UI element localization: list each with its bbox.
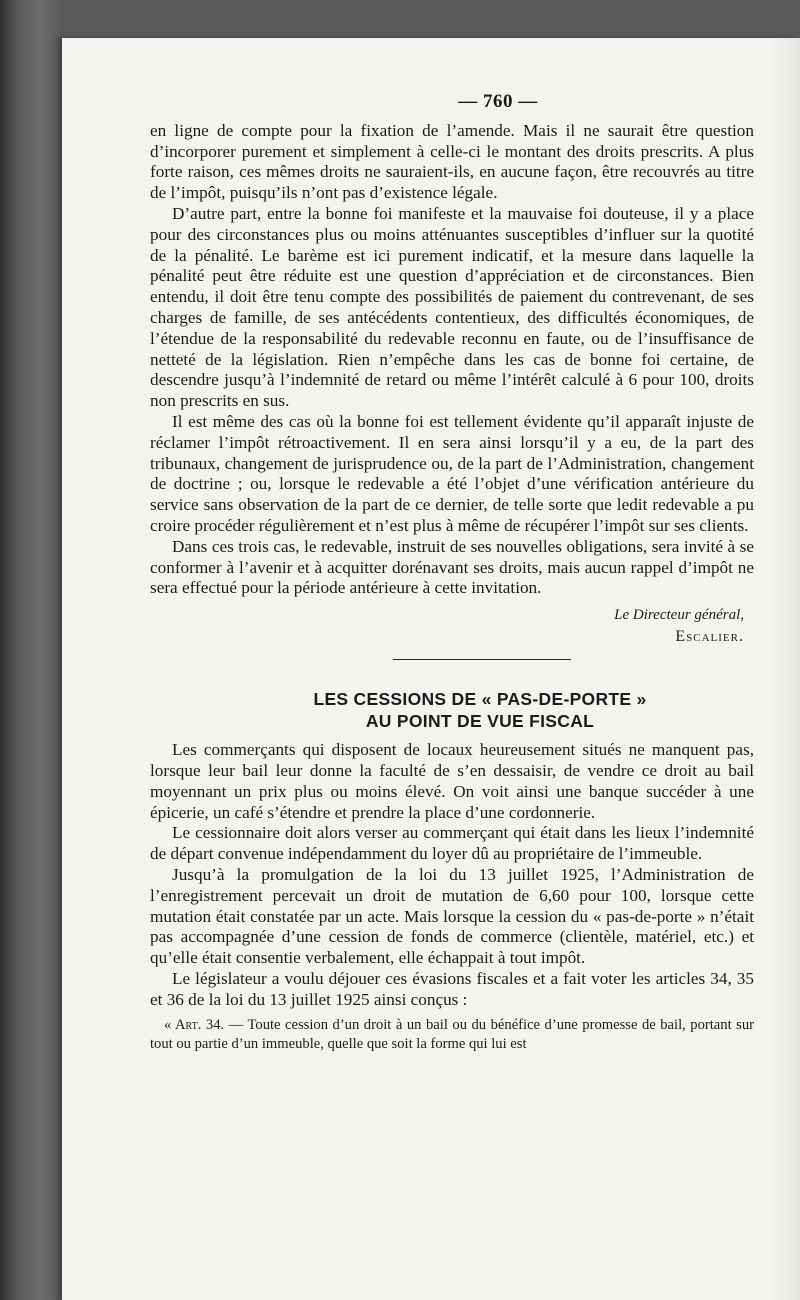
paragraph: Jusqu’à la promulgation de la loi du 13 juillet 1925, l’Administration de l’enregistrement percevait un droit de mutation de 6,60 pour 100, lorsque cette mutation était constatée par un acte. Mais lorsque la cession du « pas-de-porte » n’était pas accompagnée d’une cession de fonds de commerce (clientèle, matériel, etc.) et qu’elle était consentie verbalement, elle échappait à tout impôt. — [150, 864, 754, 968]
section-divider — [393, 659, 571, 660]
paragraph: Le législateur a voulu déjouer ces évasions fiscales et a fait voter les articles 34, 35 et 36 de la loi du 13 juillet 1925 ainsi conçus : — [150, 968, 754, 1009]
paragraph: Dans ces trois cas, le redevable, instruit de ses nouvelles obligations, sera invité à se conformer à l’avenir et à acquitter dorénavant ses droits, mais aucun rappel d’impôt ne sera effectué pour la période antérieure à cette invitation. — [150, 536, 754, 598]
document-page — [62, 38, 800, 1300]
paragraph: en ligne de compte pour la fixation de l’amende. Mais il ne saurait être question d’incorporer purement et simplement à celle-ci le montant des droits prescrits. A plus forte raison, ces mêmes droits ne sauraient-ils, en aucune façon, être recouvrés au titre de l’impôt, puisqu’ils n’ont pas d’existence légale. — [150, 120, 754, 203]
paragraph: D’autre part, entre la bonne foi manifeste et la mauvaise foi douteuse, il y a place pour des circonstances plus ou moins atténuantes susceptibles d’influer sur la quotité de la pénalité. Le barème est ici purement indicatif, et la mesure dans laquelle la pénalité peut être réduite est une question d’appréciation et de circonstances. Bien entendu, il doit être tenu compte des possibilités de paiement du contrevenant, de ses charges de famille, de ses antécédents contentieux, des difficultés économiques, de l’étendue de la responsabilité du redevable reconnu en faute, ou de l’insuffisance de netteté de la législation. Rien n’empêche dans les cas de bonne foi certaine, de descendre jusqu’à l’indemnité de retard ou même l’intérêt calculé à 6 pour 100, droits non prescrits en sus. — [150, 203, 754, 411]
article-label: « Art. 34. — [164, 1017, 225, 1034]
paragraph: Les commerçants qui disposent de locaux heureusement situés ne manquent pas, lorsque leur bail leur donne la faculté de s’en dessaisir, de vendre ce droit au bail moyennant un prix plus ou moins élevé. On voit ainsi une banque succéder à une épicerie, un café s’étendre et prendre la place d’une cordonnerie. — [150, 740, 754, 822]
section-title-line-2: AU POINT DE VUE FISCAL — [365, 711, 595, 732]
page-number: — 760 — — [458, 91, 538, 112]
section-title — [150, 688, 754, 732]
signature-block — [150, 605, 754, 649]
paragraph: Il est même des cas où la bonne foi est tellement évidente qu’il apparaît injuste de réclamer l’impôt rétroactivement. Il en sera ainsi lorsqu’il y a eu, de la part des tribunaux, changement de jurisprudence ou, de la part de l’Administration, changement de doctrine ; ou, lorsque le redevable a été l’objet d’une vérification antérieure du service sans observation de la part de ce dernier, de telle sorte que ledit redevable a pu croire procéder régulièrement et n’est plus à même de récupérer l’impôt sur ses clients. — [150, 411, 754, 535]
page-content — [150, 92, 754, 1054]
signature-title: Le Directeur général, — [614, 607, 744, 624]
article-text: — Toute cession d’un droit à un bail ou du bénéfice d’une promesse de bail, portant sur tout ou partie d’un immeuble, quelle que soit la forme qui lui est — [150, 1017, 754, 1053]
quoted-article — [150, 1016, 754, 1054]
paragraph: Le cessionnaire doit alors verser au commerçant qui était dans les lieux l’indemnité de départ convenue indépendamment du loyer dû au propriétaire de l’immeuble. — [150, 823, 754, 864]
page-shading — [770, 38, 800, 1300]
signature-name: Escalier. — [675, 628, 744, 646]
section-title-line-1: LES CESSIONS DE « PAS-DE-PORTE » — [313, 689, 647, 710]
